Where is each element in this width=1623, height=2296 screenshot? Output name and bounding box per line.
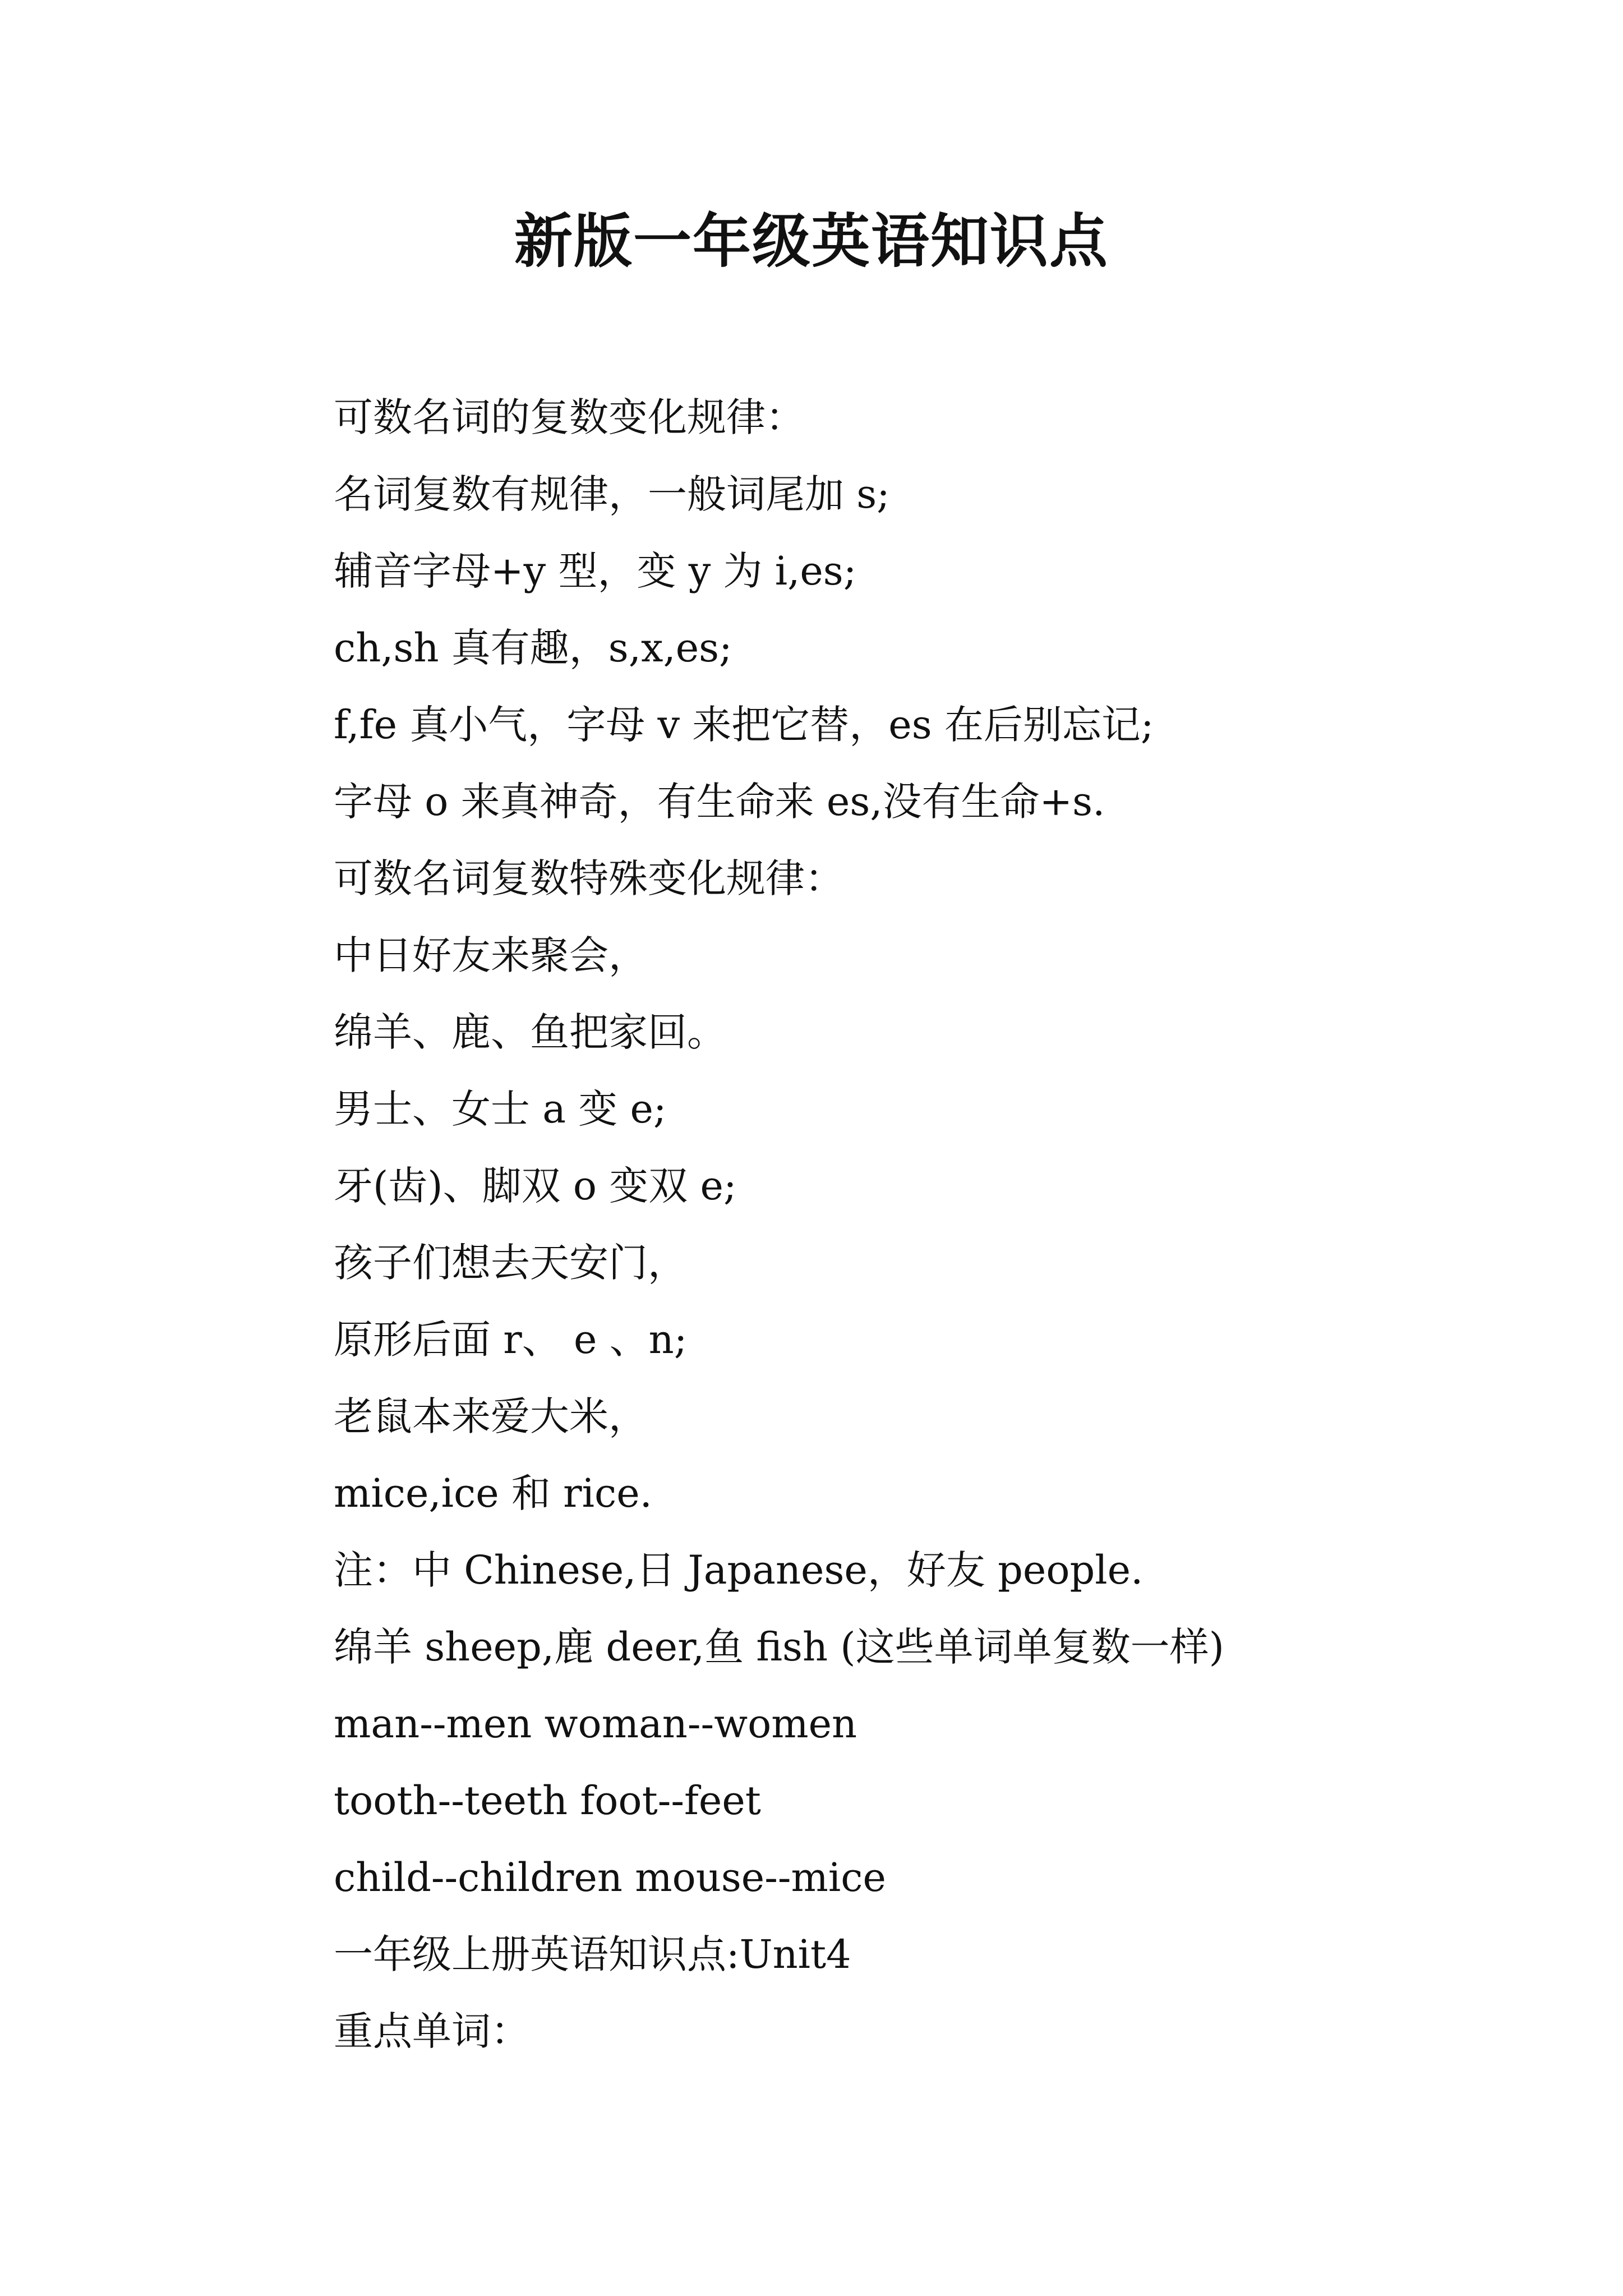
text-line: 辅音字母+y 型，变 y 为 i,es; [334,548,857,594]
text-line: 重点单词： [334,2008,530,2054]
text-line: 可数名词复数特殊变化规律： [334,855,844,901]
text-line: 字母 o 来真神奇，有生命来 es,没有生命+s. [334,779,1105,825]
document-body [334,379,1511,2070]
text-line: 名词复数有规律，一般词尾加 s; [334,471,890,517]
text-line: f,fe 真小气，字母 v 来把它替，es 在后别忘记; [334,702,1154,748]
text-line: 牙(齿)、脚双 o 变双 e; [334,1163,737,1209]
text-line: 一年级上册英语知识点:Unit4 [334,1931,851,1977]
text-line: ch,sh 真有趣，s,x,es; [334,625,732,671]
text-line: 孩子们想去天安门， [334,1240,687,1286]
text-line: man--men woman--women [334,1701,857,1747]
text-line: tooth--teeth foot--feet [334,1778,761,1824]
page-title: 新版一年级英语知识点 [514,207,1109,275]
text-line: 注：中 Chinese,日 Japanese，好友 people. [334,1547,1144,1593]
text-line: 绵羊、鹿、鱼把家回。 [334,1009,726,1055]
text-line: child--children mouse--mice [334,1855,886,1901]
text-line: 可数名词的复数变化规律： [334,394,805,440]
text-line: 中日好友来聚会， [334,932,648,978]
text-line: mice,ice 和 rice. [334,1470,652,1516]
text-line: 老鼠本来爱大米， [334,1393,648,1439]
text-line: 男士、女士 a 变 e; [334,1086,667,1132]
text-line: 原形后面 r、 e 、n; [334,1317,688,1363]
text-line: 绵羊 sheep,鹿 deer,鱼 fish (这些单词单复数一样) [334,1624,1224,1670]
